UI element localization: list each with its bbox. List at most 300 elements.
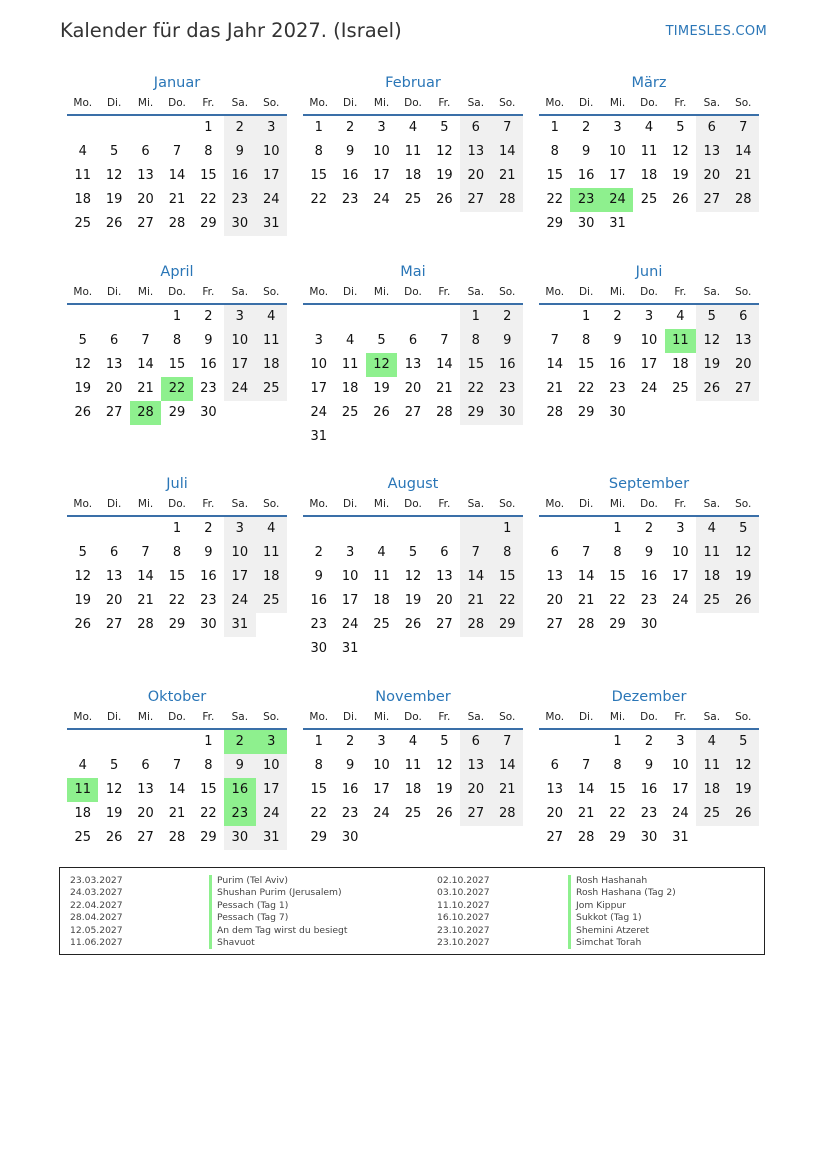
weekday-label: Fr. (674, 97, 687, 109)
day-cell: 15 (492, 565, 523, 589)
day-cell: 6 (696, 116, 727, 140)
day-cell: 15 (168, 357, 186, 372)
day-cell: 5 (408, 545, 418, 560)
weekday-header (67, 709, 287, 730)
day-cell: 14 (577, 782, 595, 797)
day-cell: 24 (224, 589, 255, 613)
day-cell: 4 (377, 545, 386, 560)
week-row (67, 401, 287, 425)
week-row (539, 565, 759, 589)
weekday-label: Mo. (73, 97, 93, 109)
weekday-label: Fr. (202, 286, 215, 298)
weekday-label: Di. (342, 97, 358, 109)
day-cell: 1 (613, 521, 622, 536)
day-cell: 3 (314, 333, 323, 348)
empty-cell (366, 425, 397, 449)
day-cell: 25 (256, 589, 287, 613)
day-cell: 3 (345, 545, 355, 560)
day-cell: 13 (105, 569, 123, 584)
day-cell: 4 (408, 734, 418, 749)
day-cell: 15 (310, 168, 327, 183)
legend-date: 03.10.2027 (437, 887, 490, 899)
week-row (67, 116, 287, 140)
legend-date: 02.10.2027 (437, 875, 490, 886)
weekday-header (539, 496, 759, 517)
day-cell: 25 (696, 589, 727, 613)
empty-cell (696, 401, 727, 425)
empty-cell (303, 517, 334, 541)
empty-cell (334, 517, 365, 541)
empty-cell (130, 730, 161, 754)
day-cell: 21 (577, 593, 595, 608)
empty-cell (665, 401, 696, 425)
day-cell: 13 (460, 140, 491, 164)
day-cell: 8 (314, 758, 323, 773)
day-cell: 26 (728, 589, 759, 613)
day-cell: 4 (676, 309, 685, 324)
day-cell: 5 (440, 120, 449, 135)
day-cell: 29 (546, 216, 563, 231)
day-cell: 26 (696, 377, 727, 401)
legend-holiday-name: Shushan Purim (Jerusalem) (209, 887, 348, 899)
legend-date: 23.10.2027 (437, 936, 490, 948)
day-cell: 22 (310, 192, 327, 207)
week-row (67, 140, 287, 164)
day-cell: 30 (224, 212, 255, 236)
day-cell: 28 (546, 405, 563, 420)
week-row (67, 754, 287, 778)
day-cell: 14 (168, 782, 186, 797)
day-cell: 25 (696, 802, 727, 826)
legend-holiday-name: Rosh Hashana (Tag 2) (568, 887, 676, 899)
day-cell: 13 (105, 357, 123, 372)
day-cell: 14 (728, 140, 759, 164)
empty-cell (429, 305, 460, 329)
day-cell: 24 (310, 405, 327, 420)
day-cell: 9 (204, 333, 213, 348)
day-cell: 20 (546, 593, 563, 608)
empty-cell (67, 116, 98, 140)
day-cell: 23 (200, 381, 217, 396)
day-cell: 13 (460, 754, 491, 778)
month-februar (303, 70, 523, 212)
legend-date: 23.10.2027 (437, 924, 490, 936)
empty-cell (130, 517, 161, 541)
weekday-label: Mi. (373, 711, 390, 723)
month-name: Mai (400, 264, 426, 280)
legend-holiday-name: Pessach (Tag 1) (209, 900, 348, 912)
empty-cell (366, 637, 397, 661)
empty-cell (224, 401, 255, 425)
week-row (539, 140, 759, 164)
day-cell: 15 (577, 357, 595, 372)
weekday-label: Fr. (674, 286, 687, 298)
day-cell: 4 (78, 758, 87, 773)
day-cell: 27 (728, 377, 759, 401)
day-cell: 8 (172, 545, 182, 560)
week-row (303, 802, 523, 826)
empty-cell (397, 517, 428, 541)
empty-cell (539, 305, 570, 329)
day-cell: 14 (577, 569, 595, 584)
weekday-label: Do. (640, 711, 658, 723)
day-cell: 19 (74, 381, 91, 396)
day-cell: 8 (204, 144, 213, 159)
week-row (539, 329, 759, 353)
day-cell: 10 (373, 144, 390, 159)
week-row (539, 754, 759, 778)
weekday-header (539, 95, 759, 116)
month-august (303, 471, 523, 661)
empty-cell (67, 517, 98, 541)
legend-date: 23.03.2027 (70, 875, 123, 886)
day-cell: 30 (200, 405, 217, 420)
day-cell: 18 (74, 192, 91, 207)
day-cell: 24 (602, 188, 633, 212)
day-cell: 2 (492, 305, 523, 329)
day-cell: 13 (728, 329, 759, 353)
day-cell: 1 (613, 734, 622, 749)
week-row (303, 140, 523, 164)
day-cell: 16 (200, 569, 217, 584)
day-cell: 10 (672, 545, 689, 560)
weekday-label: Fr. (674, 498, 687, 510)
week-row (539, 778, 759, 802)
day-cell: 29 (310, 830, 327, 845)
day-cell: 30 (341, 830, 359, 845)
day-cell: 18 (256, 565, 287, 589)
month-name: November (375, 689, 451, 705)
month-name: Januar (153, 75, 201, 91)
weekday-label: Mi. (609, 711, 626, 723)
day-cell: 8 (581, 333, 591, 348)
weekday-label: Fr. (438, 286, 451, 298)
empty-cell (665, 212, 696, 236)
day-cell: 29 (460, 401, 491, 425)
day-cell: 2 (644, 734, 654, 749)
day-cell: 23 (609, 381, 626, 396)
week-row (539, 826, 759, 850)
day-cell: 29 (200, 830, 217, 845)
week-row (67, 778, 287, 802)
day-cell: 1 (460, 305, 491, 329)
day-cell: 12 (404, 569, 422, 584)
month-märz (539, 70, 759, 236)
day-cell: 23 (200, 593, 217, 608)
day-cell: 17 (341, 593, 359, 608)
day-cell: 22 (460, 377, 491, 401)
day-cell: 17 (310, 381, 327, 396)
day-cell: 20 (696, 164, 727, 188)
week-row (67, 353, 287, 377)
day-cell: 14 (168, 168, 186, 183)
day-cell: 9 (345, 144, 355, 159)
day-cell: 31 (256, 212, 287, 236)
legend-names-left (209, 875, 348, 949)
weekday-label: Fr. (202, 498, 215, 510)
weekday-header (303, 709, 523, 730)
day-cell: 4 (696, 517, 727, 541)
week-row (67, 517, 287, 541)
day-cell: 11 (256, 329, 287, 353)
day-cell: 6 (109, 333, 119, 348)
day-cell: 25 (404, 806, 422, 821)
legend-holiday-name: An dem Tag wirst du besiegt (209, 925, 348, 937)
legend-holiday-name: Simchat Torah (568, 937, 676, 949)
day-cell: 14 (460, 565, 491, 589)
day-cell: 1 (314, 120, 323, 135)
week-row (539, 164, 759, 188)
day-cell: 26 (672, 192, 689, 207)
day-cell: 4 (644, 120, 654, 135)
day-cell: 25 (74, 830, 91, 845)
weekday-header (67, 284, 287, 305)
legend-holiday-name: Rosh Hashanah (568, 875, 676, 887)
day-cell: 7 (141, 545, 150, 560)
day-cell: 26 (436, 192, 453, 207)
week-row (67, 730, 287, 754)
empty-cell (429, 826, 460, 850)
week-row (303, 401, 523, 425)
day-cell: 22 (200, 192, 217, 207)
day-cell: 2 (613, 309, 622, 324)
empty-cell (696, 212, 727, 236)
empty-cell (570, 730, 601, 754)
empty-cell (429, 637, 460, 661)
day-cell: 7 (581, 758, 591, 773)
week-row (303, 188, 523, 212)
weekday-header (539, 284, 759, 305)
day-cell: 10 (373, 758, 390, 773)
empty-cell (161, 116, 192, 140)
day-cell: 12 (728, 754, 759, 778)
day-cell: 21 (460, 589, 491, 613)
week-row (539, 589, 759, 613)
empty-cell (728, 826, 759, 850)
day-cell: 8 (460, 329, 491, 353)
legend-date: 11.06.2027 (70, 936, 123, 948)
day-cell: 16 (224, 164, 255, 188)
day-cell: 26 (373, 405, 390, 420)
legend-date: 28.04.2027 (70, 912, 123, 924)
month-april (67, 259, 287, 425)
day-cell: 28 (577, 617, 595, 632)
empty-cell (728, 401, 759, 425)
weekday-label: Fr. (438, 711, 451, 723)
legend-date: 11.10.2027 (437, 899, 490, 911)
weekday-label: Di. (106, 711, 122, 723)
week-row (303, 778, 523, 802)
day-cell: 25 (404, 192, 422, 207)
day-cell: 27 (105, 405, 123, 420)
day-cell: 10 (640, 333, 658, 348)
day-cell: 10 (256, 140, 287, 164)
weekday-label: So. (263, 711, 280, 723)
day-cell: 6 (109, 545, 119, 560)
day-cell: 6 (728, 305, 759, 329)
week-row (303, 305, 523, 329)
day-cell: 31 (672, 830, 689, 845)
day-cell: 31 (609, 216, 626, 231)
day-cell: 13 (696, 140, 727, 164)
empty-cell (539, 730, 570, 754)
day-cell: 12 (74, 357, 91, 372)
day-cell: 29 (168, 617, 186, 632)
day-cell: 18 (672, 357, 689, 372)
day-cell: 24 (256, 802, 287, 826)
weekday-label: Do. (640, 498, 658, 510)
day-cell: 5 (377, 333, 386, 348)
week-row (67, 188, 287, 212)
weekday-header (303, 95, 523, 116)
day-cell: 23 (640, 806, 658, 821)
day-cell: 29 (609, 617, 626, 632)
weekday-label: So. (263, 498, 280, 510)
day-cell: 7 (492, 116, 523, 140)
empty-cell (98, 517, 129, 541)
day-cell: 7 (440, 333, 449, 348)
day-cell: 12 (436, 144, 453, 159)
day-cell: 21 (577, 806, 595, 821)
day-cell: 13 (436, 569, 453, 584)
month-januar (67, 70, 287, 236)
weekday-label: Mi. (137, 711, 154, 723)
week-row (539, 401, 759, 425)
day-cell: 1 (492, 517, 523, 541)
week-row (539, 541, 759, 565)
weekday-label: Do. (168, 97, 186, 109)
day-cell: 17 (672, 782, 689, 797)
day-cell: 31 (341, 641, 359, 656)
day-cell: 7 (550, 333, 559, 348)
empty-cell (334, 305, 365, 329)
week-row (67, 305, 287, 329)
weekday-label: Di. (106, 498, 122, 510)
week-row (539, 353, 759, 377)
day-cell: 9 (581, 144, 591, 159)
month-juli (67, 471, 287, 637)
week-row (539, 730, 759, 754)
weekday-label: Mo. (73, 498, 93, 510)
day-cell: 25 (256, 377, 287, 401)
weekday-label: Mi. (609, 97, 626, 109)
day-cell: 21 (168, 806, 186, 821)
day-cell: 12 (105, 782, 123, 797)
day-cell: 6 (550, 758, 559, 773)
day-cell: 19 (696, 353, 727, 377)
day-cell: 10 (224, 329, 255, 353)
day-cell: 29 (492, 613, 523, 637)
day-cell: 28 (492, 802, 523, 826)
day-cell: 13 (546, 782, 563, 797)
day-cell: 12 (366, 353, 397, 377)
day-cell: 7 (172, 144, 182, 159)
day-cell: 29 (200, 216, 217, 231)
weekday-label: Sa. (703, 498, 721, 510)
day-cell: 1 (172, 521, 182, 536)
legend-date: 16.10.2027 (437, 912, 490, 924)
day-cell: 4 (345, 333, 355, 348)
month-september (539, 471, 759, 637)
day-cell: 26 (74, 617, 91, 632)
day-cell: 16 (577, 168, 595, 183)
legend-dates-right (437, 875, 490, 949)
weekday-label: Sa. (231, 286, 249, 298)
day-cell: 22 (609, 593, 626, 608)
day-cell: 6 (408, 333, 418, 348)
day-cell: 23 (570, 188, 601, 212)
weekday-label: Do. (168, 498, 186, 510)
weekday-label: So. (735, 286, 752, 298)
week-row (67, 212, 287, 236)
empty-cell (696, 613, 727, 637)
weekday-label: Mi. (373, 97, 390, 109)
day-cell: 11 (665, 329, 696, 353)
day-cell: 12 (105, 168, 123, 183)
day-cell: 23 (224, 188, 255, 212)
empty-cell (67, 730, 98, 754)
weekday-label: Sa. (703, 97, 721, 109)
month-name: Juni (635, 264, 663, 280)
day-cell: 12 (672, 144, 689, 159)
weekday-label: Mi. (609, 498, 626, 510)
week-row (67, 826, 287, 850)
day-cell: 9 (492, 329, 523, 353)
brand-link[interactable]: TIMESLES.COM (665, 24, 767, 39)
day-cell: 15 (200, 168, 217, 183)
empty-cell (130, 305, 161, 329)
weekday-label: Di. (578, 498, 594, 510)
weekday-header (303, 496, 523, 517)
day-cell: 11 (404, 758, 422, 773)
day-cell: 16 (492, 353, 523, 377)
month-name: April (160, 264, 194, 280)
weekday-label: Fr. (202, 711, 215, 723)
day-cell: 16 (310, 593, 327, 608)
day-cell: 1 (204, 734, 213, 749)
weekday-label: Fr. (438, 97, 451, 109)
day-cell: 30 (310, 641, 327, 656)
day-cell: 30 (492, 401, 523, 425)
week-row (67, 164, 287, 188)
empty-cell (256, 613, 287, 637)
day-cell: 24 (224, 377, 255, 401)
weekday-label: Mi. (137, 97, 154, 109)
day-cell: 3 (377, 120, 386, 135)
day-cell: 19 (373, 381, 390, 396)
weekday-label: Di. (578, 286, 594, 298)
day-cell: 3 (256, 730, 287, 754)
day-cell: 27 (460, 802, 491, 826)
day-cell: 13 (404, 357, 422, 372)
day-cell: 28 (460, 613, 491, 637)
legend-holiday-name: Purim (Tel Aviv) (209, 875, 348, 887)
day-cell: 4 (408, 120, 418, 135)
day-cell: 10 (341, 569, 359, 584)
day-cell: 18 (341, 381, 359, 396)
day-cell: 26 (404, 617, 422, 632)
day-cell: 26 (105, 216, 123, 231)
day-cell: 1 (204, 120, 213, 135)
day-cell: 4 (696, 730, 727, 754)
day-cell: 2 (345, 120, 355, 135)
day-cell: 27 (404, 405, 422, 420)
day-cell: 27 (546, 617, 563, 632)
day-cell: 19 (436, 782, 453, 797)
week-row (539, 305, 759, 329)
day-cell: 8 (172, 333, 182, 348)
weekday-label: Di. (342, 498, 358, 510)
